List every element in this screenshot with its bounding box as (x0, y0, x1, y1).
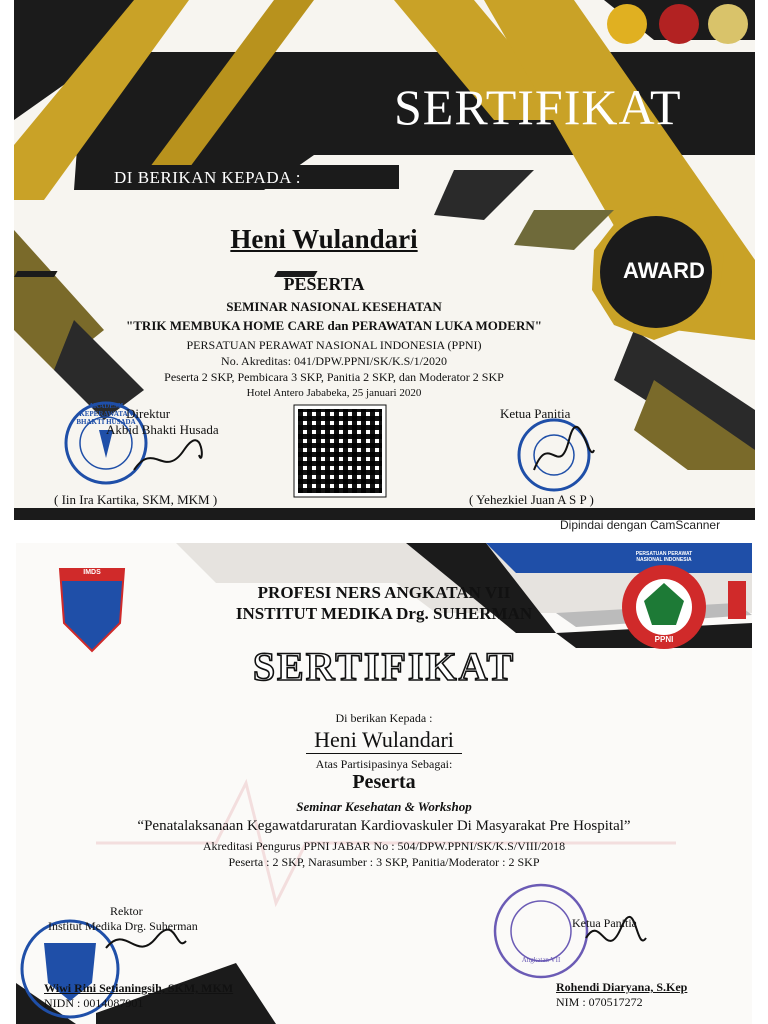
right-signer-title: Ketua Panitia (572, 916, 637, 930)
certificate-2-title: SERTIFIKAT (252, 644, 516, 689)
imds-logo-label: IMDS (83, 569, 101, 576)
ppni-logo-icon (659, 4, 699, 44)
organization-logo-icon (708, 4, 748, 44)
left-signer-org: Akbid Bhakti Husada (106, 422, 219, 437)
skp-info: Peserta 2 SKP, Pembicara 3 SKP, Panitia 2 SKP, dan Moderator 2 SKP (164, 370, 504, 384)
ppni-logo-label: PPNI (654, 635, 674, 644)
certificate-1 (14, 0, 755, 520)
name-underline (306, 753, 462, 754)
certificate-1-title: SERTIFIKAT (394, 79, 682, 135)
right-signer-name: ( Yehezkiel Juan A S P ) (469, 492, 594, 507)
certificate-2 (16, 543, 752, 1024)
skp-info: Peserta : 2 SKP, Narasumber : 3 SKP, Panitia/Moderator : 2 SKP (228, 855, 540, 869)
given-to-label: DI BERIKAN KEPADA : (114, 168, 301, 187)
award-badge: AWARD (623, 258, 705, 283)
given-to-label: Di berikan Kepada : (335, 711, 433, 725)
left-signer-org: Institut Medika Drg. Suherman (48, 919, 198, 933)
recipient-name: Heni Wulandari (314, 727, 454, 752)
role-label: PESERTA (283, 274, 365, 294)
right-signer-name: Rohendi Diaryana, S.Kep (556, 980, 688, 994)
event-type: Seminar Kesehatan & Workshop (296, 799, 472, 814)
institution-logo-icon (607, 4, 647, 44)
event-title: “Penatalaksanaan Kegawatdaruratan Kardiovaskuler Di Masyarakat Pre Hospital” (137, 818, 631, 834)
left-signer-name: ( Iin Ira Kartika, SKM, MKM ) (54, 492, 218, 507)
accreditation: Akreditasi Pengurus PPNI JABAR No : 504/DPW.PPNI/SK/K.S/VIII/2018 (202, 839, 566, 853)
header-line-2: INSTITUT MEDIKA Drg. SUHERMAN (235, 604, 533, 623)
left-signer-name: Wiwi Rini Setianingsih, SKM, MKM (44, 981, 234, 995)
scan-caption: Dipindai dengan CamScanner (560, 518, 721, 532)
role-label: Peserta (352, 771, 416, 793)
left-signer-id: NIDN : 0014087901 (44, 996, 144, 1010)
committee-stamp: Angkatan VII (521, 956, 561, 964)
qr-code-icon (298, 409, 382, 493)
right-signer-title: Ketua Panitia (500, 406, 571, 421)
left-stamp: AKADEMI KEPERAWATAN BHAKTI HUSADA (76, 402, 136, 426)
event-title: "TRIK MEMBUKA HOME CARE dan PERAWATAN LUKA MODERN" (126, 318, 542, 333)
right-signer-id: NIM : 070517272 (556, 995, 643, 1009)
organizer: PERSATUAN PERAWAT NASIONAL INDONESIA (PPNI) (186, 338, 482, 352)
ppni-logo-ring: PERSATUAN PERAWAT NASIONAL INDONESIA (635, 551, 693, 563)
left-signer-title: Rektor (110, 904, 143, 918)
venue-date: Hotel Antero Jababeka, 25 januari 2020 (246, 387, 422, 399)
left-signer-title: Direktur (126, 406, 171, 421)
accreditation: No. Akreditas: 041/DPW.PPNI/SK/K.S/1/2020 (221, 354, 447, 368)
event-type: SEMINAR NASIONAL KESEHATAN (226, 299, 442, 314)
recipient-name: Heni Wulandari (230, 224, 418, 254)
participation-label: Atas Partisipasinya Sebagai: (315, 757, 453, 771)
header-line-1: PROFESI NERS ANGKATAN VII (257, 583, 511, 602)
